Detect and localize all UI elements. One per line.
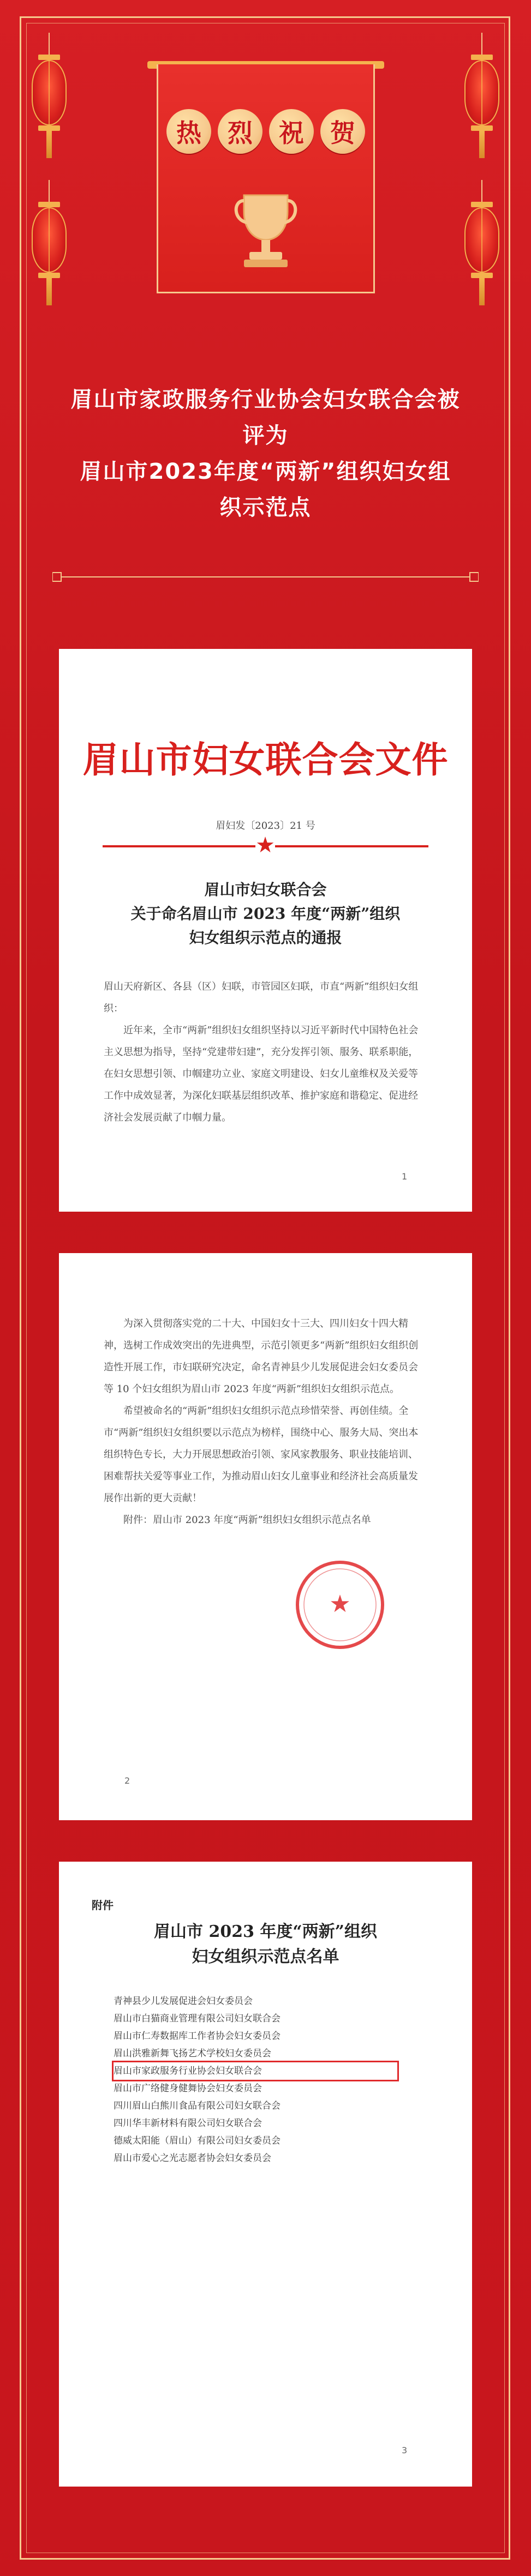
document-page-1 xyxy=(59,649,472,1212)
lantern-left-top-icon xyxy=(32,33,67,158)
gold-divider xyxy=(52,571,479,582)
list-item: 眉山市爱心之光志愿者协会妇女委员会 xyxy=(114,2153,271,2164)
list-item: 眉山市广络健身健舞协会妇女委员会 xyxy=(114,2083,262,2094)
list-item: 眉山洪雅新舞飞扬艺术学校妇女委员会 xyxy=(114,2048,271,2059)
congrats-char: 热 xyxy=(166,109,211,154)
page-number: 1 xyxy=(402,1171,408,1182)
list-title xyxy=(59,1919,472,1970)
list-item: 青神县少儿发展促进会妇女委员会 xyxy=(114,1996,253,2007)
trophy-icon xyxy=(231,190,301,272)
lantern-right-top-icon xyxy=(464,33,499,158)
document-page-2 xyxy=(59,1253,472,1820)
list-title-line: 妇女组织示范点名单 xyxy=(192,1947,339,1966)
congrats-char: 贺 xyxy=(320,109,365,154)
document-title-line: 关于命名眉山市 2023 年度“两新”组织 xyxy=(130,905,401,923)
official-seal-icon xyxy=(294,1558,386,1651)
organization-list xyxy=(114,1993,397,2167)
paragraph: 希望被命名的“两新”组织妇女组织示范点珍惜荣誉、再创佳绩。全市“两新”组织妇女组织要以示范点为榜样，围绕中心、服务大局、突出本组织特色专长，大力开展思想政治引领、家风家教服务、职业技能培训、困难帮扶关爱等事业工作，为推动眉山妇女儿童事业和经济社会高质量发展作出新的更大贡献！ xyxy=(104,1405,419,1504)
paragraph: 近年来，全市“两新”组织妇女组织坚持以习近平新时代中国特色社会主义思想为指导，坚持“党建带妇建”，充分发挥引领、服务、联系职能，在妇女思想引领、巾帼建功立业、家庭文明建设、妇女儿童维权及关爱等工作中成效显著，为深化妇联基层组织改革、推护家庭和谐稳定、促进经济社会发展贡献了巾帼力量。 xyxy=(104,1025,419,1123)
document-title xyxy=(59,878,472,950)
svg-text:★: ★ xyxy=(329,1590,351,1618)
list-item: 四川华丰新材料有限公司妇女联合会 xyxy=(114,2118,262,2129)
attachment-note: 附件：眉山市 2023 年度“两新”组织妇女组织示范点名单 xyxy=(123,1514,371,1526)
star-icon: ★ xyxy=(255,833,275,858)
lantern-right-bottom-icon xyxy=(464,180,499,305)
headline xyxy=(44,382,487,526)
paragraph: 为深入贯彻落实党的二十大、中国妇女十三大、四川妇女十四大精神，选树工作成效突出的先进典型，示范引领更多“两新”组织妇女组织创造性开展工作，市妇联研究决定，命名青神县少儿发展促进会妇女委员会等 10 个妇女组织为眉山市 2023 年度“两新”组织妇女组织示范点。 xyxy=(104,1318,419,1395)
document-body xyxy=(104,976,427,1129)
headline-line: 评为 xyxy=(242,423,289,448)
congrats-circles xyxy=(166,109,365,154)
page-number: 2 xyxy=(124,1775,130,1786)
headline-line: 眉山市2023年度“两新”组织妇女组 xyxy=(80,459,451,484)
list-item: 眉山市仁寿数据库工作者协会妇女委员会 xyxy=(114,2031,281,2042)
congrats-char: 烈 xyxy=(218,109,262,154)
headline-line: 眉山市家政服务行业协会妇女联合会被 xyxy=(70,387,461,412)
document-header: 眉山市妇女联合会文件 xyxy=(82,738,449,781)
document-page-3 xyxy=(59,1862,472,2487)
salutation: 眉山天府新区、各县（区）妇联，市管园区妇联，市直“两新”组织妇女组织： xyxy=(104,981,419,1014)
document-title-line: 妇女组织示范点的通报 xyxy=(189,929,342,947)
list-item: 四川眉山白熊川食品有限公司妇女联合会 xyxy=(114,2100,281,2111)
list-item: 德威太阳能（眉山）有限公司妇女委员会 xyxy=(114,2135,281,2146)
list-item: 眉山市白猫商业管理有限公司妇女联合会 xyxy=(114,2013,281,2024)
congrats-char: 祝 xyxy=(269,109,314,154)
document-number: 眉妇发〔2023〕21 号 xyxy=(216,820,315,832)
page-number: 3 xyxy=(402,2445,408,2455)
document-body xyxy=(104,1313,427,1531)
list-item-highlighted: 眉山市家政服务行业协会妇女联合会 xyxy=(114,2062,397,2080)
list-title-line: 眉山市 2023 年度“两新”组织 xyxy=(154,1922,377,1941)
headline-line: 织示范点 xyxy=(219,495,312,520)
lantern-left-bottom-icon xyxy=(32,180,67,305)
annex-label: 附件 xyxy=(92,1899,114,1912)
document-title-line: 眉山市妇女联合会 xyxy=(204,881,327,899)
